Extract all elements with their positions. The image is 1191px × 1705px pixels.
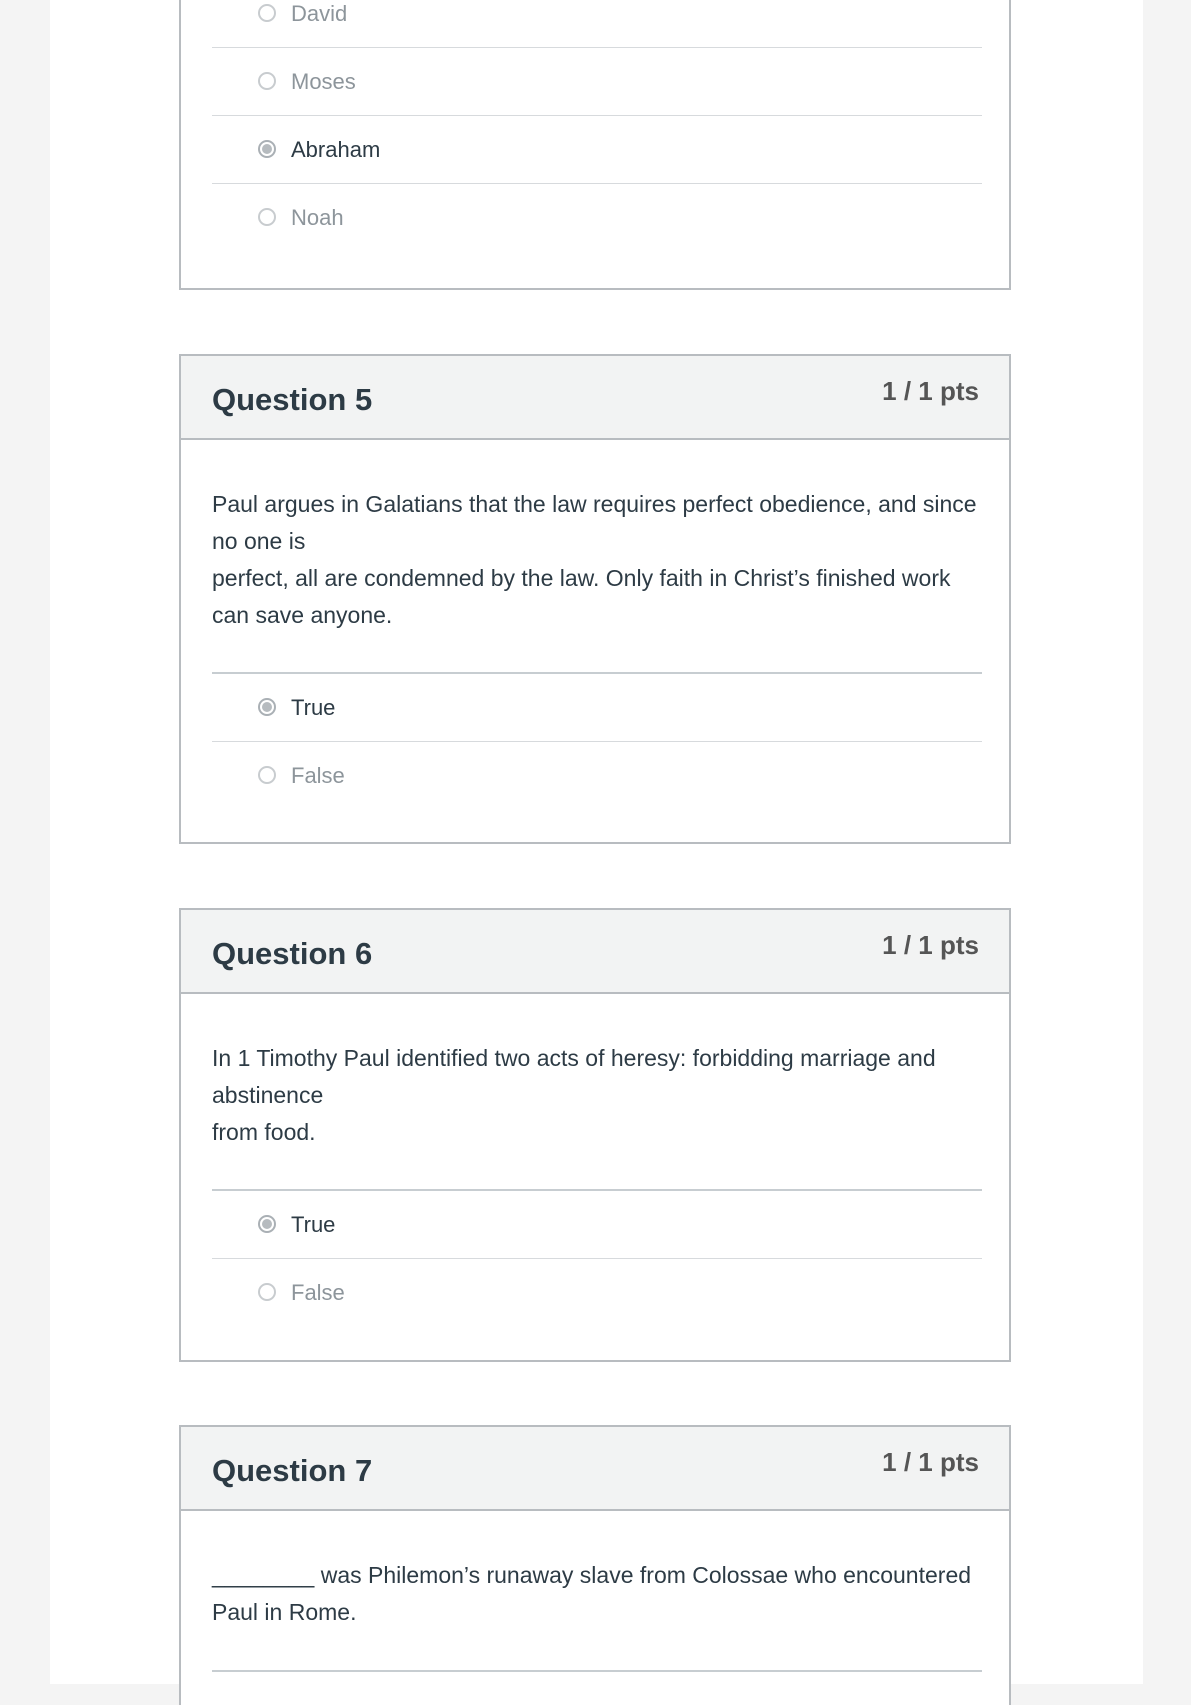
answer-label: True: [291, 695, 336, 720]
answer-option[interactable]: [212, 674, 982, 742]
question-text: [212, 1040, 982, 1151]
radio-button[interactable]: [258, 1283, 276, 1301]
question-points: 1 / 1 pts: [882, 1447, 979, 1477]
question-header: [181, 356, 1009, 440]
answer-option[interactable]: [212, 742, 982, 810]
question-text-line: perfect, all are condemned by the law. Only faith in Christ’s finished work can save anyone.: [212, 565, 951, 628]
answer-option[interactable]: [212, 1191, 982, 1259]
question-4-answers: [212, 0, 982, 252]
question-4-card: [179, 0, 1011, 290]
question-7-answers: [212, 1670, 982, 1692]
question-points: 1 / 1 pts: [882, 376, 979, 406]
answer-option[interactable]: [212, 1259, 982, 1327]
answer-label: Noah: [291, 205, 344, 230]
question-title: Question 7: [212, 1453, 373, 1488]
question-text: [212, 486, 982, 634]
question-text-line: In 1 Timothy Paul identified two acts of heresy: forbidding marriage and abstinence: [212, 1045, 936, 1108]
radio-button[interactable]: [258, 72, 276, 90]
question-text-line: Paul argues in Galatians that the law requires perfect obedience, and since no one is: [212, 491, 977, 554]
question-text-line: from food.: [212, 1119, 316, 1145]
radio-button-selected[interactable]: [258, 140, 276, 158]
question-6-answers: [212, 1189, 982, 1327]
question-title: Question 5: [212, 382, 373, 417]
question-5-card: [179, 354, 1011, 844]
question-6-card: [179, 908, 1011, 1362]
question-text: ________ was Philemon’s runaway slave from Colossae who encountered Paul in Rome.: [212, 1562, 972, 1625]
answer-option[interactable]: [212, 48, 982, 116]
question-5-answers: [212, 672, 982, 810]
answer-label: Abraham: [291, 137, 381, 162]
answer-option[interactable]: [212, 184, 982, 252]
question-7-card: [179, 1425, 1011, 1705]
answer-label: David: [291, 1, 348, 26]
radio-button-selected[interactable]: [258, 1215, 276, 1233]
question-points: 1 / 1 pts: [882, 930, 979, 960]
question-header: [181, 1427, 1009, 1511]
answer-label: False: [291, 763, 345, 788]
answer-label: False: [291, 1280, 345, 1305]
question-title: Question 6: [212, 936, 373, 971]
answer-option[interactable]: [212, 116, 982, 184]
radio-button[interactable]: [258, 766, 276, 784]
answer-option[interactable]: [212, 0, 982, 48]
answer-label: Moses: [291, 69, 356, 94]
radio-button[interactable]: [258, 208, 276, 226]
radio-button[interactable]: [258, 4, 276, 22]
answer-label: True: [291, 1212, 336, 1237]
question-header: [181, 910, 1009, 994]
radio-button-selected[interactable]: [258, 698, 276, 716]
